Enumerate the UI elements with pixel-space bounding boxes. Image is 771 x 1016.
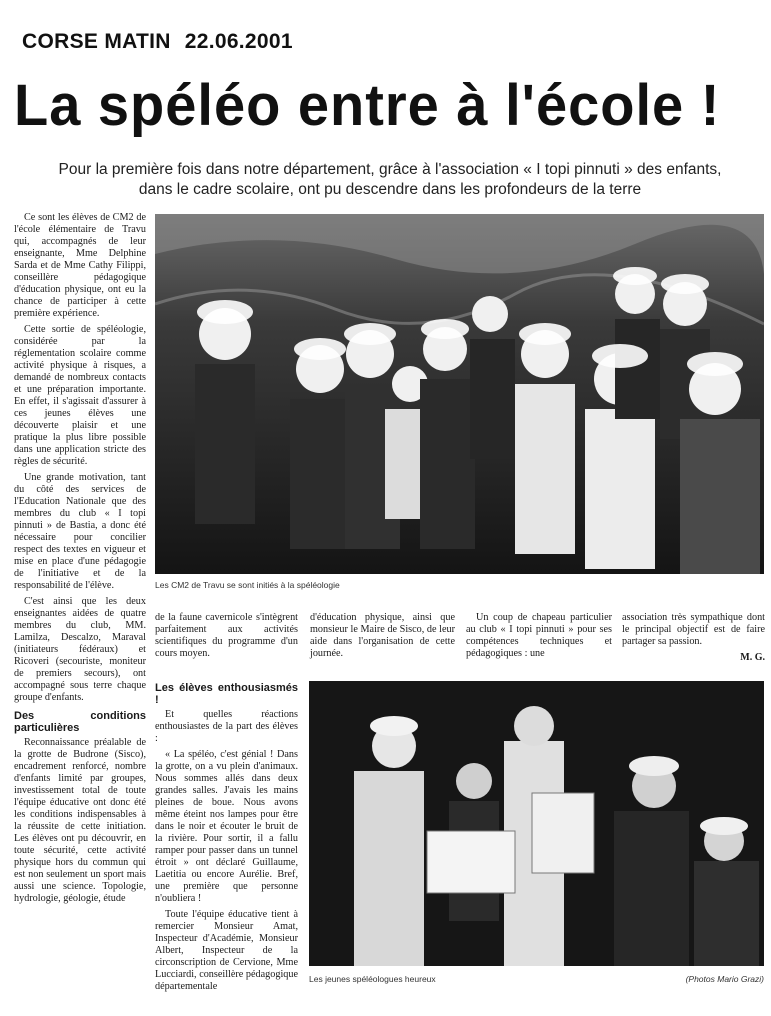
left-column <box>14 212 146 909</box>
col2-paragraph-2: « La spéléo, c'est génial ! Dans la grotte, on a vu plein d'animaux. Nous sommes allés dans deux grandes salles. J'avais les mains pleines de boue. Nous avons même éteint nos lampes pour être dans le noir et écouter le bruit de la rivière. Pour sortir, il a fallu ramper pour passer dans un tunnel étroit » ont déclaré Guillaume, Laetitia ou encore Aurélie. Bref, une première que personne n'oubliera ! <box>155 749 298 904</box>
source-name: CORSE MATIN <box>22 30 171 53</box>
source-date: 22.06.2001 <box>184 30 293 53</box>
left-paragraph-1: Ce sont les élèves de CM2 de l'école élémentaire de Travu qui, accompagnés de leur enseignante, Mme Delphine Sarda et de Mme Cathy Filippi, conseillère pédagogique d'éducation physique, ont eu la chance de participer à cette première expérience. <box>14 212 146 319</box>
photo-bottom-happy-cavers <box>309 681 764 966</box>
subhead-enthusiasm: Les élèves enthousiasmés ! <box>155 682 298 706</box>
middle-col-4 <box>622 612 765 664</box>
left-paragraph-3: Une grande motivation, tant du côté des services de l'Education Nationale que des membres du club « I topi pinnuti » de Bastia, a donc été nécessaire pour concilier respect des textes en vigueur et mise en place d'une pédagogie de l'initiative et de la responsabilité de l'élève. <box>14 472 146 591</box>
photo-top-cave-group <box>155 214 764 574</box>
left-paragraph-4: C'est ainsi que les deux enseignantes aidées de quatre membres du club, MM. Lamilza, Descalzo, Maraval (initiateurs fédéraux) et Ricoveri (secouriste, moniteur de premiers secours), ont accompagné sous terre chaque groupe d'enfants. <box>14 596 146 703</box>
left-paragraph-5: Reconnaissance préalable de la grotte de Budrone (Sisco), encadrement renforcé, nombre d'enfants limité par groupes, investissement total de toute l'équipe éducative ont donc été les conditions indispensables à la réussite de cette initiation. Les élèves ont pu découvrir, en toute sécurité, cette activité physique hors du commun qui est non seulement un sport mais aussi une science. Topologie, hydrologie, géologie, étude <box>14 737 146 904</box>
photo-top-illustration <box>155 214 764 574</box>
photo-bottom-illustration <box>309 681 764 966</box>
middle-col-2-text: d'éducation physique, ainsi que monsieur le Maire de Sisco, de leur aide dans l'organisation de cette journée. <box>310 612 455 659</box>
left-paragraph-2: Cette sortie de spéléologie, considérée par la réglementation scolaire comme activité physique à risques, a demandé de nombreux contacts et une préparation importante. En effet, il s'agissait d'assurer à ces jeunes élèves une découverte plaisir et une pratique la plus libre possible dans une application stricte des règles de sécurité. <box>14 324 146 467</box>
newspaper-source <box>22 30 293 54</box>
middle-col-1 <box>155 612 298 664</box>
middle-col-3 <box>466 612 612 664</box>
middle-col-4-text: association très sympathique dont le principal objectif est de faire partager sa passion. <box>622 612 765 647</box>
headline: La spéléo entre à l'école ! <box>14 71 721 138</box>
middle-col-3-text: Un coup de chapeau particulier au club « I topi pinnuti » pour ses compétences techniques et pédagogiques : une <box>466 612 612 659</box>
col2-paragraph-3: Toute l'équipe éducative tient à remercier Monsieur Amat, Inspecteur d'Académie, Monsieur Albert, Inspecteur de la circonscription de Cervione, Mme Lucciardi, conseillère pédagogique départementale <box>155 909 298 992</box>
photo-bottom-caption: Les jeunes spéléologues heureux <box>309 974 436 984</box>
column-2 <box>155 676 298 997</box>
middle-col-2 <box>310 612 455 664</box>
subhead-conditions: Des conditions particulières <box>14 710 146 734</box>
signature: M. G. <box>740 652 765 663</box>
col2-paragraph-1: Et quelles réactions enthousiastes de la part des élèves : <box>155 709 298 744</box>
middle-col-1-text: de la faune cavernicole s'intègrent parfaitement aux activités scientifiques du programme d'un cours moyen. <box>155 612 298 659</box>
photo-credit: (Photos Mario Grazi) <box>685 974 764 984</box>
lead-paragraph: Pour la première fois dans notre département, grâce à l'association « I topi pinnuti » des enfants, dans le cadre scolaire, ont pu descendre dans les profondeurs de la terre <box>58 161 722 198</box>
photo-top-caption: Les CM2 de Travu se sont initiés à la spéléologie <box>155 580 340 590</box>
